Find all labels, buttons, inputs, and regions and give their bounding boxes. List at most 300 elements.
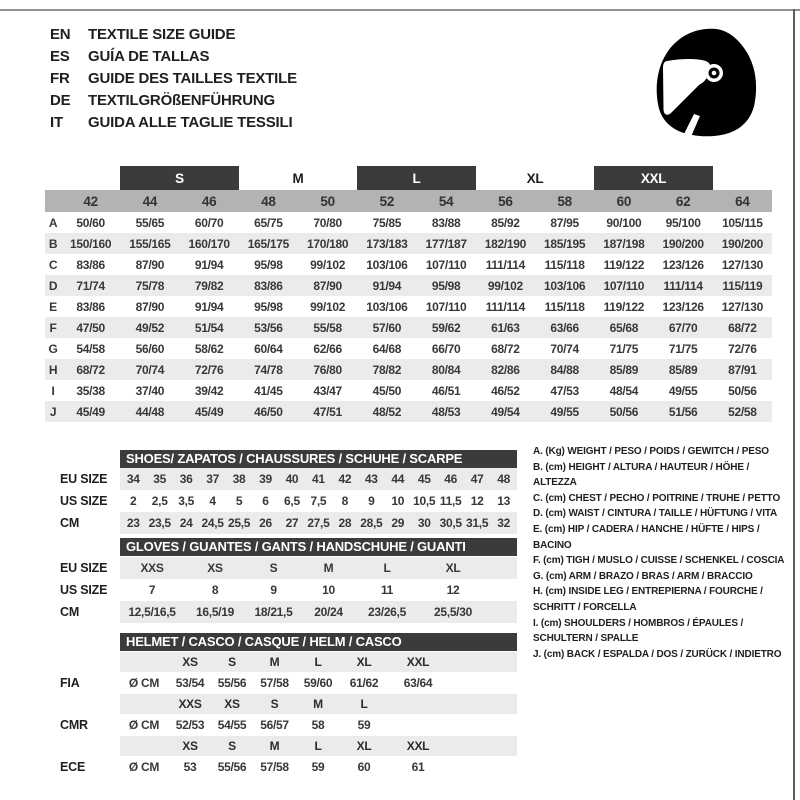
measurement-value-cell: 70/80 (313, 215, 342, 230)
measurement-value-cell: 91/94 (194, 257, 224, 272)
helmet-size-cell: S (212, 652, 252, 672)
sub-table-cell: 46 (437, 468, 463, 490)
sub-table-cell: 12 (446, 583, 460, 597)
measurement-value-cell: 115/119 (713, 275, 772, 296)
measurement-value-cell: 91/94 (194, 299, 224, 314)
measurement-row (45, 254, 772, 275)
filler-cell (447, 714, 517, 736)
measurement-value-cell: 46/52 (491, 383, 520, 398)
measurement-value-cell: 68/72 (713, 317, 772, 338)
sub-table-cell: 27,5 (305, 512, 331, 534)
legend-item: H. (cm) INSIDE LEG / ENTREPIERNA / FOURCHE / SCHRITT / FORCELLA (533, 586, 763, 613)
helmet-size-cell: XXL (389, 652, 447, 672)
measurement-value-cell: 56/60 (135, 341, 165, 356)
measurement-value-cell: 57/60 (357, 317, 416, 338)
sub-table-cell: 18/21,5 (246, 601, 301, 623)
measurement-value-cell: 45/49 (61, 401, 120, 422)
sub-table-cell: 44 (385, 468, 411, 490)
sub-table-cell: 20/24 (301, 601, 356, 623)
sub-table-cell: 40 (279, 468, 305, 490)
helmet-value-cell: 59 (311, 760, 325, 774)
measurement-value-cell: 47/53 (550, 383, 579, 398)
measurement-value-cell: 53/56 (239, 317, 298, 338)
measurement-value-cell: 83/86 (76, 257, 105, 272)
sub-table-cell: 41 (305, 468, 331, 490)
measurement-value-cell: 44/48 (120, 401, 179, 422)
measurement-value-cell: 61/63 (476, 317, 535, 338)
sub-table-cell: 30,5 (437, 512, 463, 534)
sub-table-cell: S (246, 557, 301, 579)
helmet-value-cell: 57/58 (260, 676, 289, 690)
helmet-values-row (120, 756, 517, 778)
measurement-value-cell: 105/115 (722, 215, 763, 230)
helmet-value-cell: 52/53 (175, 718, 205, 732)
helmet-value-cell: 60 (357, 760, 371, 774)
measurement-value-cell: 60/64 (254, 341, 283, 356)
language-header (50, 24, 297, 134)
measurement-value-cell: 123/126 (662, 257, 704, 272)
measurement-value-cell: 49/54 (476, 401, 535, 422)
empty-cell (120, 694, 168, 714)
sub-table-cell: 35 (146, 468, 172, 490)
helmet-value-cell: 57/58 (260, 760, 289, 774)
helmet-size-cell: XS (168, 652, 212, 672)
measurement-value-cell: 52/58 (713, 401, 772, 422)
measurement-value-cell: 165/175 (239, 233, 298, 254)
legend-item: B. (cm) HEIGHT / ALTURA / HAUTEUR / HÖHE / ALTEZZA (533, 461, 750, 489)
helmet-sizes-row (120, 694, 517, 714)
helmet-size-cell (389, 694, 447, 714)
sizes-header-row (45, 190, 772, 212)
language-code: ES (50, 48, 70, 65)
measurement-value-cell: 103/106 (535, 275, 594, 296)
measurement-value-cell: 160/170 (180, 233, 239, 254)
measurement-value-cell: 79/82 (180, 275, 239, 296)
sub-table-cell: 25,5/30 (418, 601, 488, 623)
language-title: TEXTILGRÖßENFÜHRUNG (88, 92, 276, 109)
helmet-size-cell: XXL (389, 736, 447, 756)
measurement-value-cell: 71/75 (609, 341, 639, 356)
measurement-value-cell: 182/190 (476, 233, 535, 254)
measurement-value-cell: 75/85 (372, 215, 402, 230)
measurement-value-cell: 103/106 (366, 257, 408, 272)
helmet-value-cell: 55/56 (217, 760, 247, 774)
legend-item: J. (cm) BACK / ESPALDA / DOS / ZURÜCK / INDIETRO (533, 648, 782, 660)
row-label-cell: G (48, 341, 58, 356)
size-number-cell: 42 (61, 190, 120, 212)
sub-table-cell: 23/26,5 (356, 601, 418, 623)
measurement-value-cell: 99/102 (476, 275, 535, 296)
language-code: FR (50, 70, 70, 87)
language-title: TEXTILE SIZE GUIDE (88, 26, 236, 43)
measurement-value-cell: 45/50 (372, 383, 402, 398)
measurement-value-cell: 87/95 (550, 215, 579, 230)
measurement-value-cell: 111/114 (654, 275, 713, 296)
measurement-value-cell: 75/78 (120, 275, 179, 296)
measurement-value-cell: 50/60 (76, 215, 105, 230)
size-group-row (45, 166, 772, 190)
helmet-value-cell: 59 (357, 718, 371, 732)
size-number-cell: 58 (535, 190, 594, 212)
language-row (50, 90, 297, 112)
sub-table-cell: 3,5 (178, 494, 195, 508)
measurement-row (45, 212, 772, 233)
helmet-size-cell: XXS (168, 694, 212, 714)
measurement-value-cell: 67/70 (654, 317, 713, 338)
sub-table-row (120, 512, 517, 534)
sub-table-cell: 2,5 (151, 494, 168, 508)
measurement-row (45, 359, 772, 380)
measurement-value-cell: 95/98 (417, 275, 476, 296)
sub-table-cell: 10 (322, 583, 335, 597)
measurement-row (45, 317, 772, 338)
helmet-section-title: HELMET / CASCO / CASQUE / HELM / CASCO (120, 633, 517, 651)
sub-table-row (120, 601, 517, 623)
filler-cell (447, 736, 517, 756)
sub-table-cell: 24 (173, 512, 199, 534)
row-label-cell: E (49, 299, 57, 314)
measurement-value-cell: 50/56 (594, 401, 653, 422)
measurement-value-cell: 47/51 (298, 401, 357, 422)
helmet-value-cell: 59/60 (303, 676, 333, 690)
shoes-table (120, 468, 517, 534)
row-label-cell (45, 190, 61, 212)
sub-table-cell: 47 (464, 468, 490, 490)
diameter-label-cell: Ø CM (128, 718, 160, 732)
measurement-value-cell: 70/74 (550, 341, 579, 356)
measurement-value-cell: 115/118 (544, 257, 585, 272)
measurement-value-cell: 72/76 (728, 341, 757, 356)
helmet-value-cell: 63/64 (403, 676, 433, 690)
measurement-value-cell: 170/180 (298, 233, 357, 254)
measurement-value-cell: 95/100 (665, 215, 701, 230)
size-number-cell: 54 (417, 190, 476, 212)
language-title: GUIDE DES TAILLES TEXTILE (88, 70, 297, 87)
size-number-cell: 60 (594, 190, 653, 212)
size-number-cell: 46 (180, 190, 239, 212)
measurement-value-cell: 35/38 (76, 383, 105, 398)
language-title: GUÍA DE TALLAS (88, 48, 210, 65)
size-group-cell: XXL (594, 166, 713, 190)
gloves-section-title: GLOVES / GUANTES / GANTS / HANDSCHUHE / GUANTI (120, 538, 517, 556)
row-label: EU SIZE (60, 472, 108, 486)
helmet-value-cell (389, 714, 447, 736)
sub-table-cell: 29 (385, 512, 411, 534)
sub-table-cell: 26 (252, 512, 278, 534)
helmet-value-cell: 53 (183, 760, 197, 774)
row-label-cell: F (45, 317, 61, 338)
helmet-value-cell: 56/57 (260, 718, 289, 732)
measurement-value-cell: 71/74 (61, 275, 120, 296)
measurement-value-cell: 76/80 (298, 359, 357, 380)
measurement-value-cell: 85/89 (654, 359, 713, 380)
filler-cell (447, 652, 517, 672)
measurement-value-cell: 150/160 (61, 233, 120, 254)
row-label: US SIZE (60, 494, 108, 508)
sub-table-cell: 16,5/19 (184, 601, 246, 623)
measurement-value-cell: 115/118 (544, 299, 585, 314)
measurement-value-cell: 99/102 (310, 257, 346, 272)
measurement-value-cell: 80/84 (417, 359, 476, 380)
size-number-cell: 48 (239, 190, 298, 212)
sub-table-cell: XS (184, 557, 246, 579)
helmet-size-cell: XL (339, 652, 389, 672)
measurement-value-cell: 123/126 (662, 299, 704, 314)
measurement-value-cell: 59/62 (417, 317, 476, 338)
measurement-row (45, 233, 772, 254)
sub-table-cell: L (356, 557, 418, 579)
helmet-size-cell: S (252, 694, 297, 714)
helmet-value-cell: 61/62 (349, 676, 379, 690)
language-row (50, 46, 297, 68)
legend-item: F. (cm) TIGH / MUSLO / CUISSE / SCHENKEL / COSCIA (533, 555, 785, 567)
measurement-value-cell: 49/52 (120, 317, 179, 338)
sub-table-cell: 8 (211, 583, 219, 597)
size-number-cell: 44 (120, 190, 179, 212)
sub-table-cell: 12 (470, 494, 484, 508)
measurement-value-cell: 87/90 (135, 299, 165, 314)
size-number-cell: 56 (476, 190, 535, 212)
helmet-size-cell: L (339, 694, 389, 714)
size-group-cell: L (357, 166, 476, 190)
frame-top-border (0, 9, 800, 11)
size-number-cell: 64 (713, 190, 772, 212)
measurement-value-cell: 48/54 (609, 383, 639, 398)
sub-table-cell: 9 (368, 494, 375, 508)
helmet-sizes-row (120, 652, 517, 672)
language-code: IT (50, 114, 63, 131)
measurement-value-cell: 87/91 (713, 359, 772, 380)
sub-table-cell: 5 (235, 494, 243, 508)
sub-table-row (120, 490, 517, 512)
measurement-value-cell: 49/55 (668, 383, 698, 398)
measurement-value-cell: 48/52 (357, 401, 416, 422)
sub-table-cell: 38 (226, 468, 252, 490)
measurement-value-cell: 45/49 (180, 401, 239, 422)
measurement-value-cell: 55/58 (298, 317, 357, 338)
legend-item: C. (cm) CHEST / PECHO / POITRINE / TRUHE / PETTO (533, 492, 781, 504)
helmet-standard-fia-label: FIA (60, 676, 80, 690)
measurement-value-cell: 155/165 (120, 233, 179, 254)
sub-table-cell: 11 (380, 583, 394, 597)
measurement-legend (533, 444, 795, 662)
measurement-value-cell: 187/198 (594, 233, 653, 254)
measurement-value-cell: 51/56 (654, 401, 713, 422)
measurement-value-cell: 50/56 (728, 383, 757, 398)
measurement-value-cell: 72/76 (180, 359, 239, 380)
measurement-value-cell: 82/86 (476, 359, 535, 380)
measurement-value-cell: 84/88 (535, 359, 594, 380)
measurement-value-cell: 64/68 (372, 341, 402, 356)
sub-table-cell: 6 (262, 494, 269, 508)
sub-table-cell: 10,5 (413, 494, 436, 508)
row-label: CM (60, 516, 80, 530)
sub-table-cell: 9 (270, 583, 277, 597)
measurement-value-cell: 62/66 (313, 341, 342, 356)
sub-table-cell: XL (418, 557, 488, 579)
measurement-value-cell: 95/98 (254, 299, 283, 314)
sub-table-cell: 36 (173, 468, 199, 490)
shoes-row-labels (60, 468, 107, 534)
measurement-value-cell: 111/114 (485, 257, 526, 272)
sub-table-cell: 27 (279, 512, 305, 534)
measurement-value-cell: 177/187 (417, 233, 476, 254)
sub-table-cell: 4 (209, 494, 216, 508)
size-group-cell: S (120, 166, 239, 190)
measurement-value-cell: 65/68 (594, 317, 653, 338)
sub-table-cell: 37 (199, 468, 225, 490)
sub-table-cell: 39 (252, 468, 278, 490)
row-label: CM (60, 605, 80, 619)
sub-table-cell: 34 (120, 468, 146, 490)
measurement-value-cell: 37/40 (135, 383, 165, 398)
measurement-value-cell: 190/200 (654, 233, 713, 254)
measurement-value-cell: 65/75 (254, 215, 283, 230)
measurement-value-cell: 39/42 (194, 383, 224, 398)
language-row (50, 24, 297, 46)
gloves-row-labels (60, 557, 107, 623)
language-code: EN (50, 26, 71, 43)
size-number-cell: 52 (357, 190, 416, 212)
sub-table-cell: 23 (120, 512, 146, 534)
sub-table-cell: 23,5 (146, 512, 172, 534)
measurement-value-cell: 107/110 (594, 275, 653, 296)
measurement-value-cell: 51/54 (180, 317, 239, 338)
sub-table-cell: 28,5 (358, 512, 384, 534)
helmet-size-cell: XS (168, 736, 212, 756)
measurement-value-cell: 68/72 (491, 341, 520, 356)
helmet-standard-ece-label: ECE (60, 760, 86, 774)
measurement-value-cell: 47/50 (61, 317, 120, 338)
sub-table-cell: 32 (490, 512, 517, 534)
size-number-cell: 62 (654, 190, 713, 212)
measurement-value-cell: 90/100 (606, 215, 642, 230)
helmet-sizes-row (120, 736, 517, 756)
measurement-value-cell: 107/110 (425, 257, 467, 272)
measurement-value-cell: 103/106 (366, 299, 408, 314)
measurement-value-cell: 107/110 (425, 299, 467, 314)
measurement-value-cell: 54/58 (76, 341, 105, 356)
filler-cell (488, 601, 517, 623)
diameter-label-cell: Ø CM (128, 676, 160, 690)
language-title: GUIDA ALLE TAGLIE TESSILI (88, 114, 293, 131)
measurement-value-cell: 87/90 (298, 275, 357, 296)
legend-item: E. (cm) HIP / CADERA / HANCHE / HÜFTE / HIPS / BACINO (533, 523, 760, 551)
row-label-cell: A (48, 215, 58, 230)
gloves-table (120, 557, 517, 623)
legend-item: A. (Kg) WEIGHT / PESO / POIDS / GEWITCH / PESO (533, 446, 769, 457)
helmet-size-cell: L (297, 652, 339, 672)
row-label-cell: I (51, 383, 55, 398)
measurement-value-cell: 127/130 (721, 257, 764, 272)
sub-table-cell: 8 (341, 494, 349, 508)
helmet-value-cell: 54/55 (217, 718, 247, 732)
measurement-value-cell: 60/70 (194, 215, 224, 230)
measurement-value-cell: 74/78 (239, 359, 298, 380)
measurement-value-cell: 78/82 (357, 359, 416, 380)
sub-table-row (120, 468, 517, 490)
measurement-value-cell: 48/53 (417, 401, 476, 422)
shoes-section-title: SHOES/ ZAPATOS / CHAUSSURES / SCHUHE / SCARPE (120, 450, 517, 468)
measurement-value-cell: 91/94 (357, 275, 416, 296)
filler-cell (488, 579, 517, 601)
diameter-label-cell: Ø CM (128, 760, 160, 774)
helmet-size-cell: L (297, 736, 339, 756)
measurement-value-cell: 58/62 (194, 341, 224, 356)
size-group-cell: M (292, 170, 304, 186)
helmet-size-cell: M (252, 736, 297, 756)
measurement-row (45, 275, 772, 296)
language-row (50, 112, 297, 134)
measurement-value-cell: 190/200 (713, 233, 772, 254)
measurement-value-cell: 71/75 (668, 341, 698, 356)
helmet-size-cell: S (212, 736, 252, 756)
sub-table-cell: M (301, 557, 356, 579)
measurement-value-cell: 185/195 (535, 233, 594, 254)
sub-table-cell: 28 (332, 512, 358, 534)
measurement-row (45, 380, 772, 401)
row-label-cell: C (48, 257, 58, 272)
sub-table-cell: 2 (130, 494, 137, 508)
helmet-size-cell: XS (212, 694, 252, 714)
sub-table-row (120, 579, 517, 601)
legend-item: G. (cm) ARM / BRAZO / BRAS / ARM / BRACCIO (533, 570, 753, 582)
measurement-value-cell: 85/92 (491, 215, 520, 230)
sub-table-cell: 24,5 (199, 512, 225, 534)
row-label-cell: B (45, 233, 61, 254)
sub-table-cell: 7 (148, 583, 156, 597)
measurement-value-cell: 63/66 (535, 317, 594, 338)
row-label-cell: H (45, 359, 61, 380)
measurement-value-cell: 70/74 (120, 359, 179, 380)
measurement-value-cell: 111/114 (485, 299, 526, 314)
helmet-values-row (120, 672, 517, 694)
filler-cell (447, 694, 517, 714)
sub-table-cell: XXS (120, 557, 184, 579)
measurement-value-cell: 85/89 (594, 359, 653, 380)
main-size-table (45, 166, 772, 422)
measurement-value-cell: 99/102 (310, 299, 346, 314)
measurement-value-cell: 41/45 (254, 383, 283, 398)
measurement-value-cell: 119/122 (603, 257, 645, 272)
helmet-size-cell: XL (339, 736, 389, 756)
sub-table-cell: 11,5 (439, 494, 462, 508)
sub-table-row (120, 557, 517, 579)
helmet-size-cell: M (297, 694, 339, 714)
size-number-cell: 50 (298, 190, 357, 212)
row-label: EU SIZE (60, 561, 108, 575)
size-group-cell: XL (526, 170, 544, 186)
legend-item: D. (cm) WAIST / CINTURA / TAILLE / HÜFTUNG / VITA (533, 508, 778, 520)
helmet-values-row (120, 714, 517, 736)
filler-cell (488, 557, 517, 579)
measurement-value-cell: 46/50 (239, 401, 298, 422)
size-group-cell (713, 166, 772, 190)
measurement-value-cell: 83/86 (76, 299, 105, 314)
measurement-value-cell: 119/122 (603, 299, 645, 314)
sub-table-cell: 12,5/16,5 (120, 601, 184, 623)
measurement-value-cell: 49/55 (535, 401, 594, 422)
measurement-row (45, 338, 772, 359)
measurement-value-cell: 66/70 (431, 341, 461, 356)
size-group-cell (45, 166, 120, 190)
sub-table-cell: 31,5 (464, 512, 490, 534)
language-row (50, 68, 297, 90)
measurement-value-cell: 83/86 (239, 275, 298, 296)
frame-right-border (793, 9, 795, 800)
helmet-value-cell: 55/56 (217, 676, 247, 690)
measurement-value-cell: 173/183 (357, 233, 416, 254)
